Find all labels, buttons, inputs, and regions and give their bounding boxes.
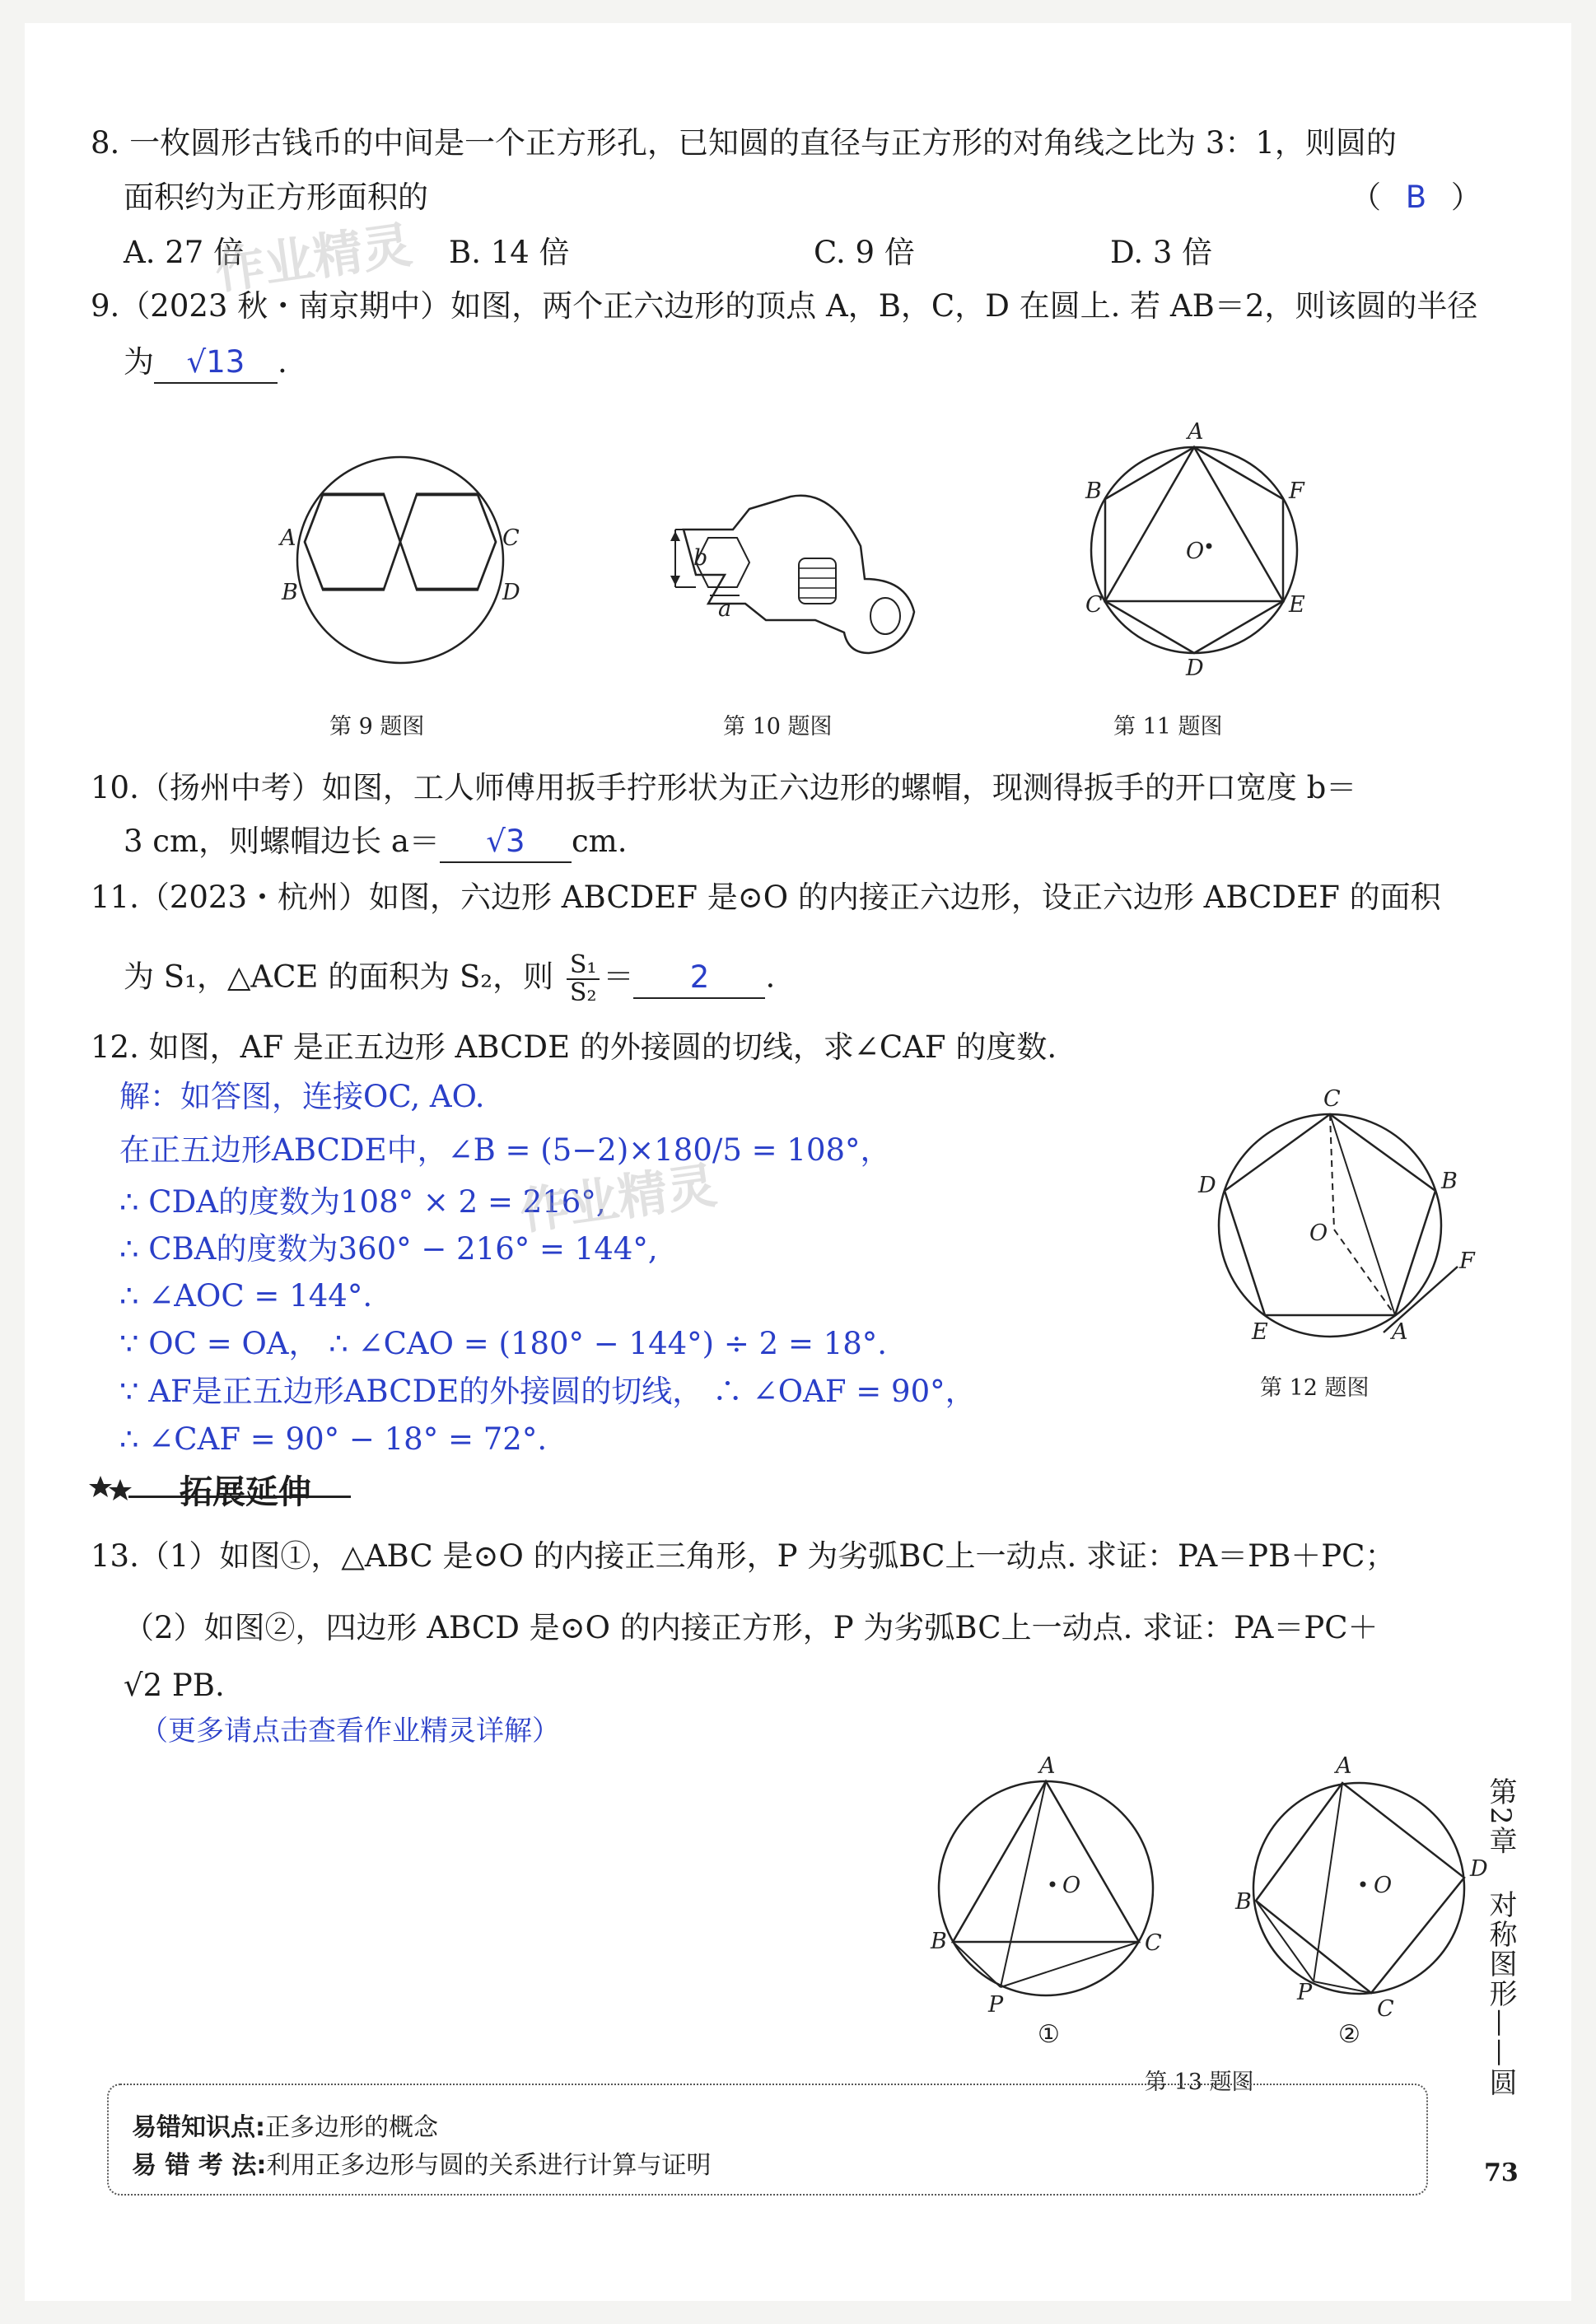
q13-part2-cont: √2 PB. bbox=[124, 1668, 225, 1703]
q12-solution-line7: ∵ AF是正五边形ABCDE的外接圆的切线， ∴ ∠OAF = 90°， bbox=[119, 1374, 976, 1409]
fig13-2-label-d: D bbox=[1470, 1856, 1488, 1882]
q11-line1: 11.（2023・杭州）如图，六边形 ABCDEF 是⊙O 的内接正六边形，设正六边形 ABCDEF 的面积 bbox=[91, 880, 1441, 915]
figure-13-1 bbox=[914, 1736, 1178, 2032]
q8-option-b: B. 14 倍 bbox=[449, 235, 570, 270]
chapter-sidebar bbox=[1481, 1777, 1521, 2098]
q9-line2: 为 √13 . bbox=[124, 343, 287, 384]
q12-solution-line1: 解：如答图，连接OC, AO. bbox=[119, 1079, 485, 1114]
q12-solution-line6: ∵ OC = OA， ∴ ∠CAO = (180° − 144°) ÷ 2 = 18°. bbox=[119, 1326, 888, 1361]
fig12-label-b: B bbox=[1441, 1169, 1458, 1194]
q8-answer: B bbox=[1405, 180, 1427, 215]
q8-answer-bracket: （ B ） bbox=[1351, 180, 1482, 215]
fig13-2-label-c: C bbox=[1377, 1996, 1394, 2022]
q12-solution-line4: ∴ CBA的度数为360° − 216° = 144°, bbox=[119, 1231, 658, 1267]
fig13-2-label-p: P bbox=[1297, 1980, 1313, 2005]
fig9-label-d: D bbox=[502, 580, 520, 605]
q11-answer: 2 bbox=[689, 959, 710, 995]
fig11-label-a: A bbox=[1188, 419, 1204, 445]
watermark-2: 作业精灵 bbox=[516, 1156, 721, 1242]
fig11-label-e: E bbox=[1289, 592, 1305, 618]
fig13-caption: 第 13 题图 bbox=[1145, 2070, 1254, 2095]
q13-more-link[interactable]: （更多请点击查看作业精灵详解） bbox=[140, 1715, 560, 1748]
fig12-label-o: O bbox=[1309, 1220, 1328, 1246]
fig10-caption: 第 10 题图 bbox=[723, 714, 833, 740]
q12-solution-line3: ∴ CDA的度数为108° × 2 = 216°, bbox=[119, 1184, 606, 1220]
fig12-label-a: A bbox=[1392, 1319, 1408, 1345]
figure-11 bbox=[1062, 410, 1342, 690]
q8-option-c: C. 9 倍 bbox=[814, 235, 915, 270]
section-title: 拓展延伸 bbox=[180, 1473, 311, 1511]
q9-answer: √13 bbox=[186, 344, 245, 380]
fig12-label-e: E bbox=[1252, 1319, 1268, 1345]
q11-fraction: $\frac{\text{S₁}}{\text{S₂}}$ bbox=[567, 952, 600, 1006]
q8-option-a: A. 27 倍 bbox=[124, 235, 245, 270]
q9-line1: 9.（2023 秋・南京期中）如图，两个正六边形的顶点 A，B，C，D 在圆上. 若 AB＝2，则该圆的半径 bbox=[91, 288, 1478, 324]
fig12-label-c: C bbox=[1323, 1086, 1341, 1112]
fig11-label-d: D bbox=[1186, 656, 1204, 681]
fig13-2-label-a: A bbox=[1336, 1753, 1352, 1779]
fig9-label-c: C bbox=[502, 525, 520, 551]
fig12-caption: 第 12 题图 bbox=[1260, 1375, 1370, 1401]
figure-10 bbox=[659, 480, 939, 678]
q12-solution-line5: ∴ ∠AOC = 144°. bbox=[119, 1278, 373, 1314]
figure-12 bbox=[1194, 1085, 1491, 1365]
footer-line1: 易错知识点:正多边形的概念 bbox=[132, 2113, 438, 2142]
fig12-label-f: F bbox=[1459, 1248, 1475, 1274]
page-number: 73 bbox=[1484, 2158, 1519, 2187]
fig13-2-label-b: B bbox=[1235, 1889, 1252, 1915]
fig10-label-a: a bbox=[718, 596, 732, 622]
q12-solution-line2: 在正五边形ABCDE中，∠B = (5−2)×180/5 = 108°， bbox=[119, 1132, 891, 1168]
figure-9 bbox=[264, 443, 535, 690]
q10-line1: 10.（扬州中考）如图，工人师傅用扳手拧形状为正六边形的螺帽，现测得扳手的开口宽度 b＝ bbox=[91, 770, 1357, 805]
chapter-title: 对称图形——圆 bbox=[1484, 1890, 1517, 2098]
fig9-label-a: A bbox=[280, 525, 296, 551]
footer-box bbox=[107, 2084, 1428, 2196]
fig10-label-b: b bbox=[693, 545, 708, 571]
fig13-mark-2: ② bbox=[1338, 2020, 1360, 2049]
q13-part1: 13.（1）如图①，△ABC 是⊙O 的内接正三角形，P 为劣弧BC上一动点. 求证：PA＝PB＋PC； bbox=[91, 1538, 1396, 1574]
fig13-1-label-b: B bbox=[931, 1929, 947, 1954]
fig13-1-label-o: O bbox=[1062, 1873, 1081, 1898]
q12-solution-line8: ∴ ∠CAF = 90° − 18° = 72°. bbox=[119, 1421, 548, 1457]
section-heading bbox=[89, 1466, 352, 1509]
q8-line1: 8. 一枚圆形古钱币的中间是一个正方形孔，已知圆的直径与正方形的对角线之比为 3：1，则圆的 bbox=[91, 125, 1397, 161]
watermark-1: 作业精灵 bbox=[211, 216, 416, 301]
q13-part2: （2）如图②，四边形 ABCD 是⊙O 的内接正方形，P 为劣弧BC上一动点. 求证：PA＝PC＋ bbox=[124, 1610, 1379, 1645]
q10-line2: 3 cm，则螺帽边长 a＝ √3 cm. bbox=[124, 822, 628, 863]
fig13-1-label-p: P bbox=[988, 1992, 1004, 2018]
fig13-2-label-o: O bbox=[1374, 1873, 1393, 1898]
q8-line2: 面积约为正方形面积的 bbox=[124, 180, 428, 215]
fig11-label-o: O bbox=[1186, 539, 1205, 564]
fig9-label-b: B bbox=[282, 580, 298, 605]
q10-answer: √3 bbox=[486, 824, 525, 859]
chapter-number: 第2章 bbox=[1484, 1777, 1517, 1856]
fig13-1-label-c: C bbox=[1145, 1930, 1162, 1956]
fig12-label-d: D bbox=[1198, 1173, 1216, 1198]
q11-line2: 为 S₁，△ACE 的面积为 S₂，则 $\frac{\text{S₁}}{\text{S₂}}$ ＝ 2 . bbox=[124, 950, 776, 1007]
fig11-caption: 第 11 题图 bbox=[1113, 714, 1223, 740]
q8-option-d: D. 3 倍 bbox=[1110, 235, 1213, 270]
fig11-label-c: C bbox=[1085, 592, 1103, 618]
footer-line2: 易 错 考 法:利用正多边形与圆的关系进行计算与证明 bbox=[132, 2151, 712, 2180]
figure-13-2 bbox=[1227, 1736, 1499, 2032]
page bbox=[25, 23, 1571, 2301]
q12-question: 12. 如图，AF 是正五边形 ABCDE 的外接圆的切线，求∠CAF 的度数. bbox=[91, 1029, 1057, 1065]
fig13-1-label-a: A bbox=[1039, 1753, 1056, 1779]
fig11-label-f: F bbox=[1289, 478, 1304, 504]
fig9-caption: 第 9 题图 bbox=[329, 714, 425, 740]
fig13-mark-1: ① bbox=[1038, 2020, 1060, 2049]
fig11-label-b: B bbox=[1085, 478, 1102, 504]
stars-icon bbox=[89, 1472, 138, 1505]
